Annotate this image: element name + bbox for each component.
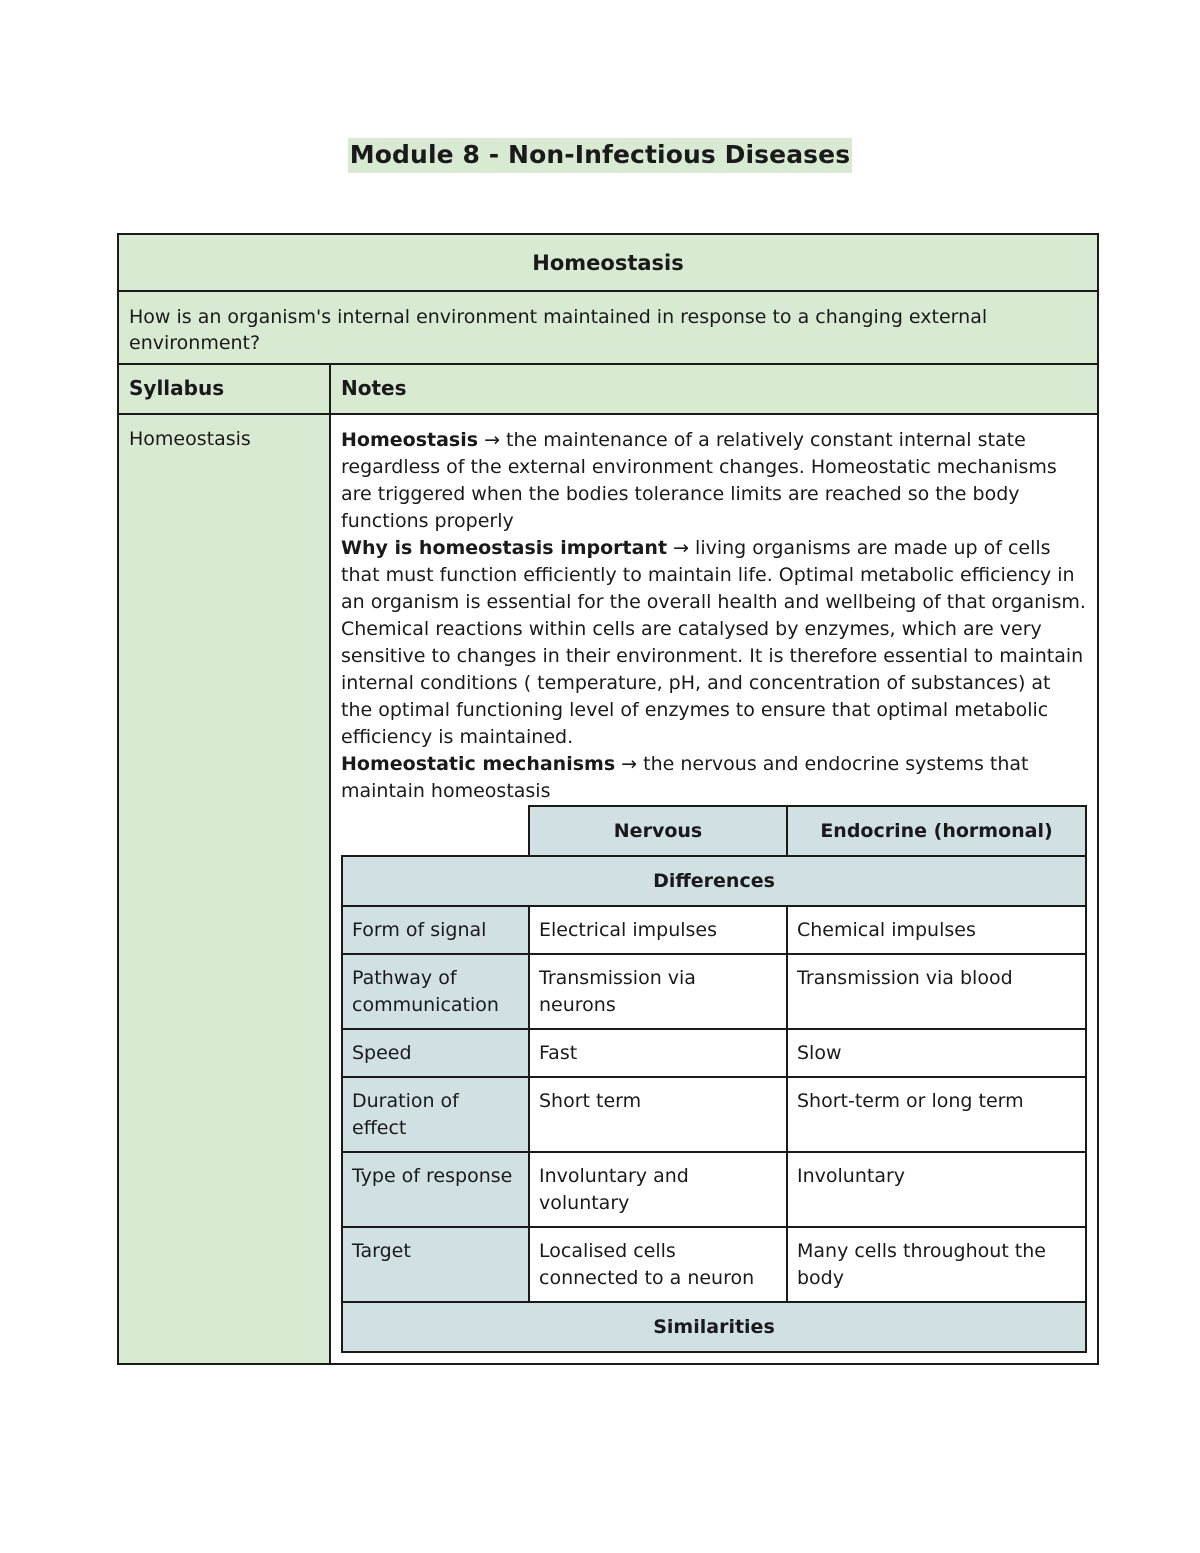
endocrine-value: Involuntary <box>787 1152 1086 1227</box>
inquiry-question: How is an organism's internal environment maintained in response to a changing external environment? <box>118 291 1098 364</box>
table-row <box>342 954 1086 1029</box>
homeostasis-table <box>117 233 1099 1365</box>
nervous-vs-endocrine-table <box>341 805 1087 1353</box>
document-title: Module 8 - Non-Infectious Diseases <box>348 138 852 173</box>
similarities-header: Similarities <box>342 1302 1086 1352</box>
row-label: Duration of effect <box>342 1077 529 1152</box>
differences-header: Differences <box>342 856 1086 906</box>
row-label: Pathway of communication <box>342 954 529 1029</box>
nervous-value: Involuntary and voluntary <box>529 1152 787 1227</box>
row-label: Target <box>342 1227 529 1302</box>
row-label: Form of signal <box>342 906 529 954</box>
endocrine-value: Short-term or long term <box>787 1077 1086 1152</box>
table-row <box>342 1077 1086 1152</box>
table-row <box>342 1227 1086 1302</box>
row-label: Speed <box>342 1029 529 1077</box>
notes-paragraph-importance <box>341 535 1087 751</box>
endocrine-value: Chemical impulses <box>787 906 1086 954</box>
term-importance: Why is homeostasis important <box>341 537 668 559</box>
syllabus-column-header: Syllabus <box>118 364 330 414</box>
mechanisms-text: → the nervous and endocrine systems that maintain homeostasis <box>341 753 1029 802</box>
importance-text: → living organisms are made up of cells that must function efficiently to maintain life. Optimal metabolic efficiency in an organism is essential for the overall health and wellbeing of that organism. Chemical reactions within cells are catalysed by enzymes, which are very sensitive to changes in their environment. It is therefore essential to maintain internal conditions ( temperature, pH, and concentration of substances) at the optimal functioning level of enzymes to ensure that optimal metabolic efficiency is maintained. <box>341 537 1086 748</box>
notes-paragraph-mechanisms <box>341 751 1087 805</box>
definition-text: → the maintenance of a relatively constant internal state regardless of the external environment changes. Homeostatic mechanisms are triggered when the bodies tolerance limits are reached so the body functions properly <box>341 429 1057 532</box>
nervous-value: Fast <box>529 1029 787 1077</box>
endocrine-column-header: Endocrine (hormonal) <box>787 806 1086 856</box>
syllabus-item: Homeostasis <box>118 414 330 1364</box>
section-heading: Homeostasis <box>118 234 1098 291</box>
nervous-value: Localised cells connected to a neuron <box>529 1227 787 1302</box>
term-mechanisms: Homeostatic mechanisms <box>341 753 616 775</box>
row-label: Type of response <box>342 1152 529 1227</box>
nervous-value: Electrical impulses <box>529 906 787 954</box>
nervous-value: Short term <box>529 1077 787 1152</box>
endocrine-value: Transmission via blood <box>787 954 1086 1029</box>
table-row <box>342 1152 1086 1227</box>
notes-cell <box>330 414 1098 1364</box>
nervous-column-header: Nervous <box>529 806 787 856</box>
blank-corner-cell <box>342 806 529 856</box>
endocrine-value: Many cells throughout the body <box>787 1227 1086 1302</box>
table-row <box>342 1029 1086 1077</box>
term-homeostasis: Homeostasis <box>341 429 479 451</box>
notes-paragraph-definition <box>341 427 1087 535</box>
notes-column-header: Notes <box>330 364 1098 414</box>
nervous-value: Transmission via neurons <box>529 954 787 1029</box>
document-title-wrapper <box>0 140 1200 169</box>
endocrine-value: Slow <box>787 1029 1086 1077</box>
table-row <box>342 906 1086 954</box>
